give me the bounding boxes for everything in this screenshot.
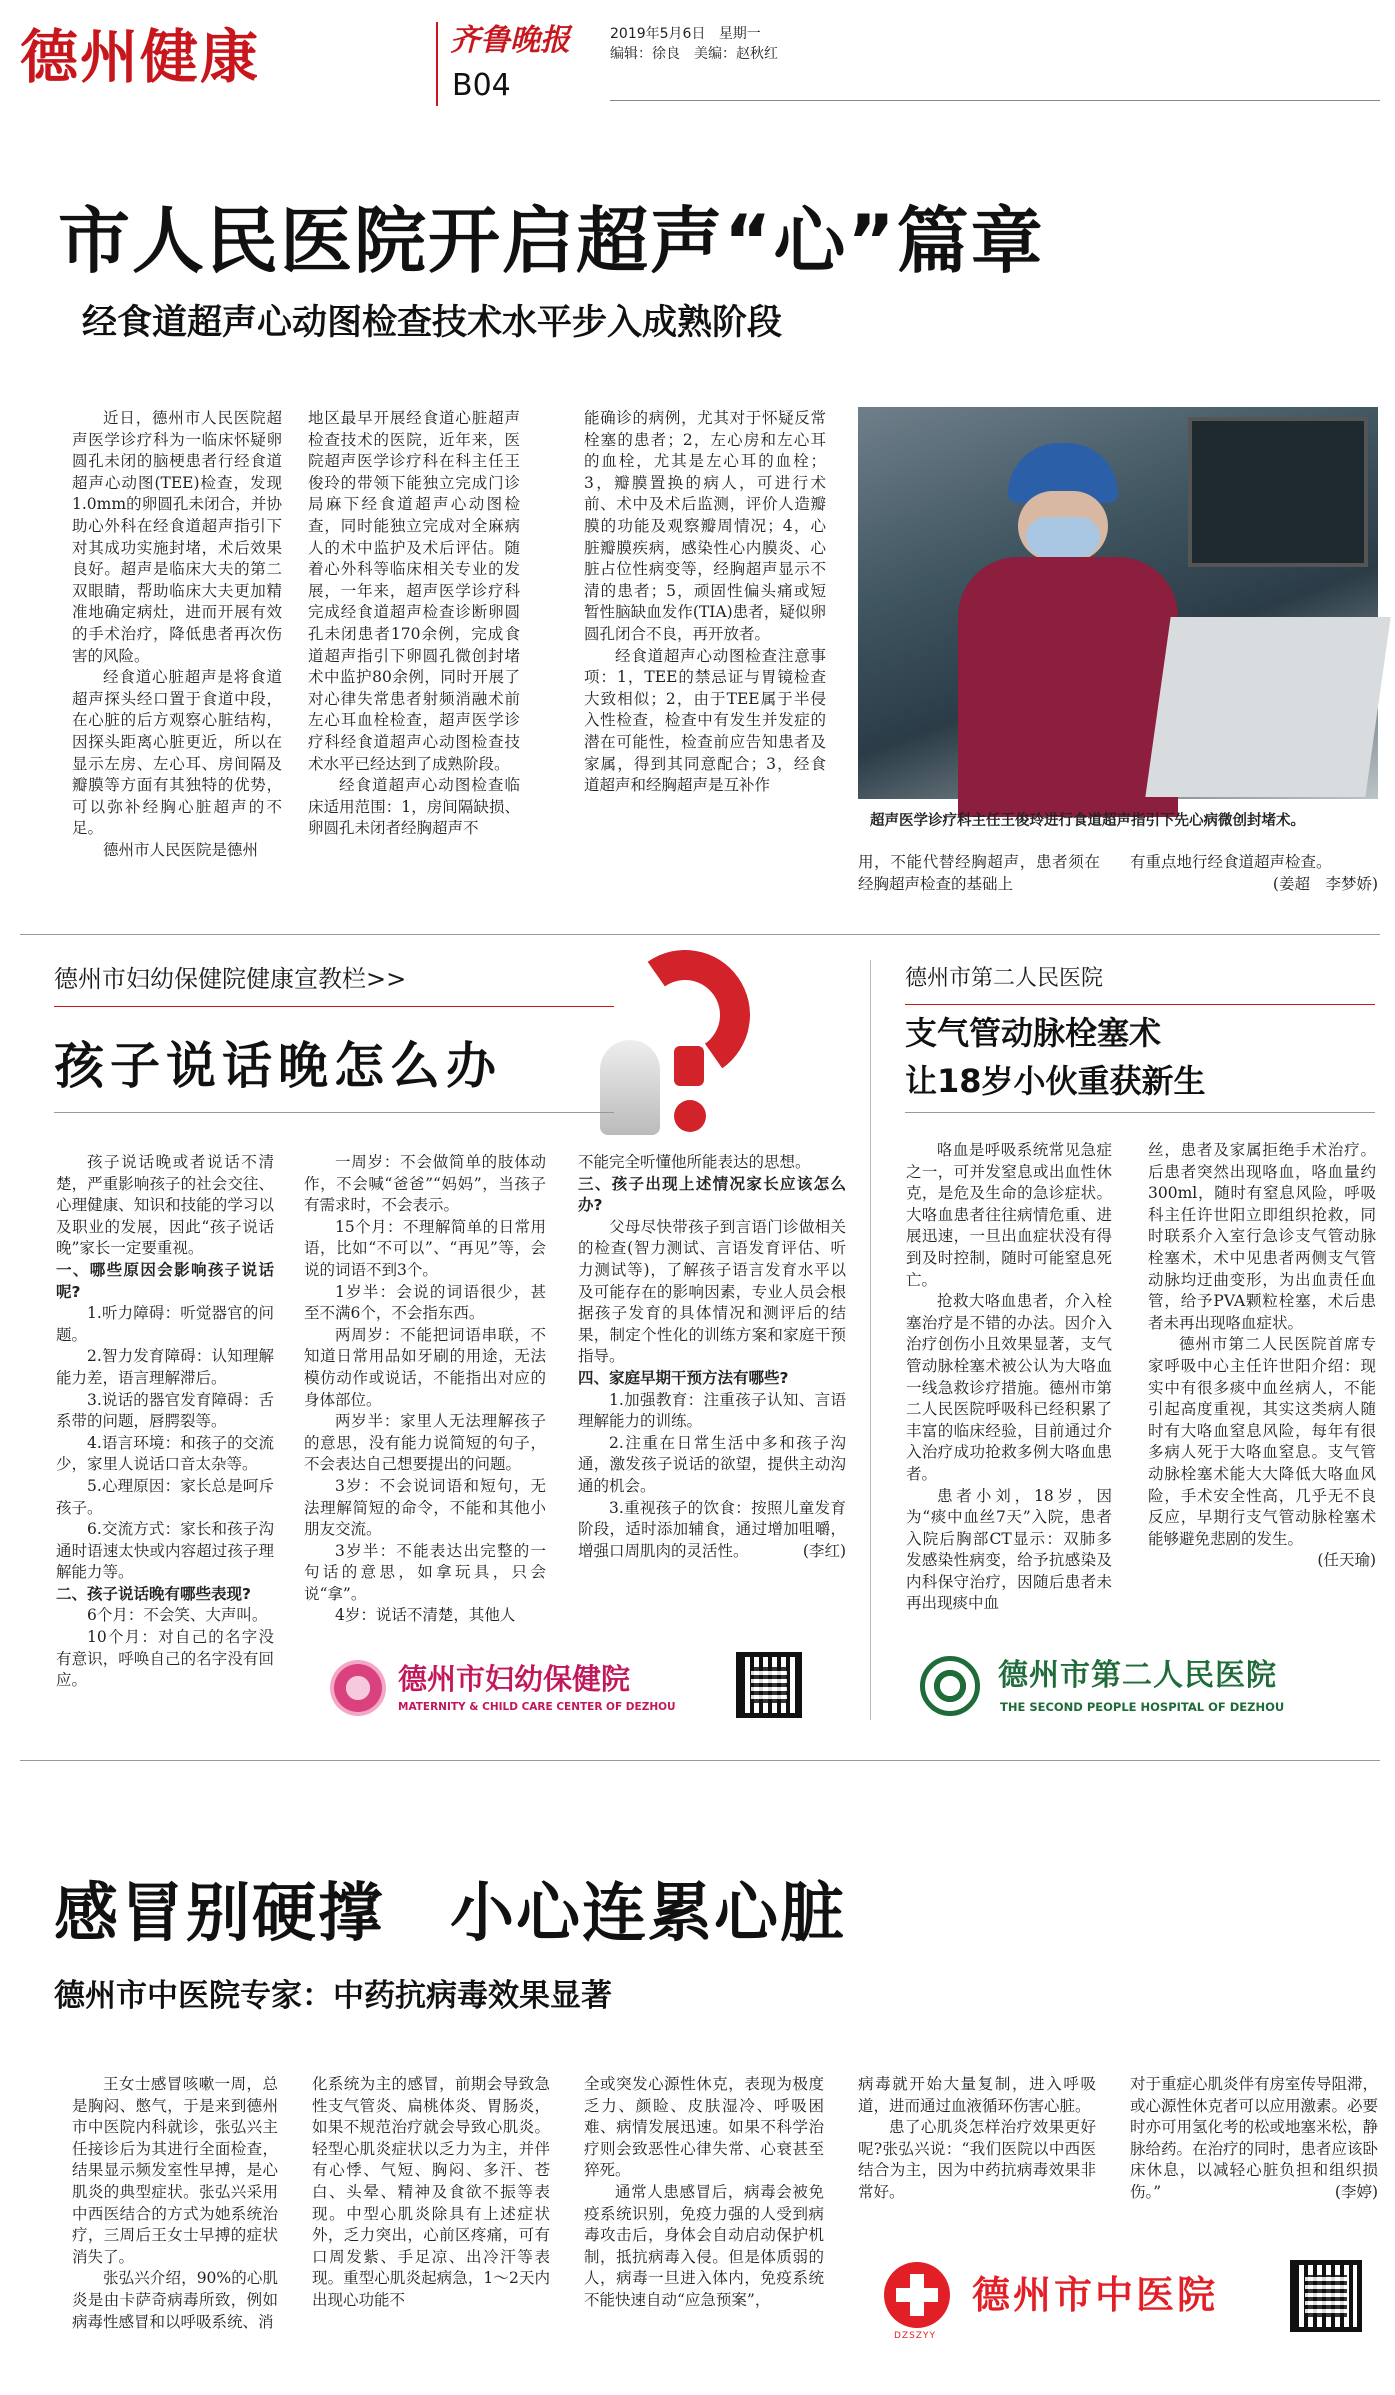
weekday-text: 星期一 (718, 26, 761, 42)
a4-c2-p0: 化系统为主的感冒，前期会导致急性支气管炎、扁桃体炎、胃肠炎，如果不规范治疗就会导致心肌炎。轻型心肌炎症状以乏力为主，并伴有心悸、气短、胸闷、多汗、苍白、头晕、精神及食欲不振等表现。中型心肌炎除具有上述症状外，乏力突出，心前区疼痛，可有口周发紫、手足凉、出冷汗等表现。重型心肌炎起病急，1～2天内出现心功能不 (312, 2075, 550, 2309)
a2-c2-p1: 15个月：不理解简单的日常用语，比如“不可以”、“再见”等，会说的词语不到3个。 (304, 1217, 546, 1279)
a1-c3-p2: 经食道超声心动图检查注意事项：1，TEE的禁忌证与胃镜检查大致相似；2，由于TEE属于半侵入性检查，检查中有发生并发症的潜在可能性，检查前应告知患者及家属，得到其同意配合；3，经食道超声和经胸超声是互补作 (584, 646, 826, 795)
a2-c3-p6 (578, 1498, 846, 1563)
section-title: 德州健康 (20, 23, 261, 91)
a2-c1-h1: 一、哪些原因会影响孩子说话呢? (56, 1260, 274, 1301)
a2-c1-p2: 1.听力障碍：听觉器官的问题。 (56, 1304, 274, 1344)
article1-col4b (1130, 852, 1378, 918)
a1-c3-p1: 能确诊的病例，尤其对于怀疑反常栓塞的患者；2，左心房和左心耳的血栓，尤其是左心耳的血栓；3，瓣膜置换的病人，可进行术前、术中及术后监测，评价人造瓣膜的功能及观察瓣周情况；4，心脏瓣膜疾病，感染性心内膜炎、心脏占位性病变等，经胸超声显示不清的患者；5，顽固性偏头痛或短暂性脑缺血发作(TIA)患者，疑似卵圆孔闭合不良，再开放者。 (584, 409, 826, 643)
a2-c1-p6: 5.心理原因：家长总是呵斥孩子。 (56, 1476, 274, 1517)
maternity-hospital-name: 德州市妇幼保健院 (398, 1662, 631, 1696)
a1-c4b-body: 有重点地行经食道超声检查。 (1130, 853, 1332, 871)
a2-c1-p0: 孩子说话晚或者说话不清楚，严重影响孩子的社会交往、心理健康、知识和技能的学习以及职业的发展，因此“孩子说话晚”家长一定要重视。 (56, 1153, 274, 1258)
a2-c3-p2: 父母尽快带孩子到言语门诊做相关的检查(智力测试、言语发育评估、听力测试等)，了解孩子语言发育水平以及可能存在的影响因素，专业人员会根据孩子发育的具体情况和测评后的结果，制定个性化的训练方案和家庭干预指导。 (578, 1217, 846, 1366)
article4-col5 (1130, 2074, 1378, 2224)
a4-c5-p0-text: 对于重症心肌炎伴有房室传导阻滞，或心源性休克者可以应用激素。必要时亦可用氢化考的松或地塞米松，静脉给药。在治疗的同时，患者应该卧床休息，以减轻心脏负担和组织损伤。” (1130, 2075, 1379, 2201)
article3-col1 (906, 1140, 1112, 1640)
article1-photo (858, 407, 1378, 799)
a4-c1-p0: 王女士感冒咳嗽一周，总是胸闷、憋气，于是来到德州市中医院内科就诊，张弘兴主任接诊后为其进行全面检查，结果显示频发室性早搏，是心肌炎的典型症状。张弘兴采用中西医结合的方式为她系统治疗，三周后王女士早搏的症状消失了。 (72, 2075, 278, 2266)
a2-c1-p9: 6个月：不会笑、大声叫。 (87, 1606, 268, 1625)
page-number: B04 (452, 68, 511, 103)
a2-c3-p4: 1.加强教育：注重孩子认知、言语理解能力的训练。 (578, 1390, 846, 1431)
second-hospital-name: 德州市第二人民医院 (998, 1658, 1277, 1693)
article1-col2 (308, 408, 520, 918)
a2-c2-p2: 1岁半：会说的词语很少，甚至不满6个，不会指东西。 (304, 1282, 546, 1323)
article2-headline: 孩子说话晚怎么办 (54, 1037, 502, 1095)
tcm-qr-code (1290, 2260, 1362, 2332)
a2-c3-p6-text: 3.重视孩子的饮食：按照儿童发育阶段，适时添加辅食，通过增加咀嚼，增强口周肌肉的灵活性。 (578, 1498, 846, 1560)
tcm-hospital-logo (884, 2262, 950, 2328)
article1-photo-caption: 超声医学诊疗科主任王俊玲进行食道超声指引下先心病微创封堵术。 (870, 813, 1305, 829)
article3-vertical-rule (870, 960, 871, 1720)
article2-col3 (578, 1152, 846, 1632)
a2-c1-p3: 2.智力发育障碍：认知理解能力差，语言理解滞后。 (56, 1347, 274, 1387)
article4-byline: (李婷) (1334, 2182, 1378, 2201)
issue-date (610, 24, 761, 44)
date-text: 2019年5月6日 (610, 26, 706, 42)
article1-col4a (858, 852, 1100, 918)
a1-c2-p2: 经食道超声心动图检查临床适用范围：1，房间隔缺损、卵圆孔未闭者经胸超声不 (308, 776, 520, 838)
article1-col1 (72, 408, 282, 918)
a3-c1-p0: 咯血是呼吸系统常见急症之一，可并发窒息或出血性休克，是危及生命的急诊症状。大咯血患者往往病情危重、进展迅速，一旦出血症状没有得到及时控制，随时可能窒息死亡。 (906, 1141, 1112, 1289)
photo-doctor-mask (1026, 517, 1100, 557)
photo-ultrasound-machine (1145, 617, 1390, 797)
a2-c2-p5: 3岁：不会说词语和短句，无法理解简短的命令，不能和其他小朋友交流。 (304, 1476, 546, 1539)
a3-c1-p2: 患者小刘，18岁，因为“痰中血丝7天”入院，患者入院后胸部CT显示：双肺多发感染性病变，给予抗感染及内科保守治疗，因随后患者未再出现痰中血 (906, 1486, 1112, 1613)
article3-byline: (任天瑜) (1317, 1551, 1376, 1570)
section-divider-2 (20, 1760, 1380, 1761)
article1-headline: 市人民医院开启超声“心”篇章 (58, 199, 1045, 283)
thinking-figure (600, 1040, 660, 1135)
masthead-divider (436, 22, 438, 106)
a2-c1-h2: 二、孩子说话晚有哪些表现? (56, 1584, 251, 1603)
article4-col1 (72, 2074, 278, 2384)
article4-subheadline: 德州市中医院专家：中药抗病毒效果显著 (54, 1978, 612, 2014)
article2-column-label: 德州市妇幼保健院健康宣教栏>> (54, 965, 407, 993)
second-hospital-name-en: THE SECOND PEOPLE HOSPITAL OF DEZHOU (1000, 1700, 1285, 1714)
a2-c1-p4: 3.说话的器官发育障碍：舌系带的问题，唇腭裂等。 (56, 1390, 274, 1431)
article3-label-rule (905, 1004, 1375, 1005)
a4-c3-p0: 全或突发心源性休克，表现为极度乏力、颜睑、皮肤湿冷、呼吸困难、病情发展迅速。如果不科学治疗则会致恶性心律失常、心衰甚至猝死。 (584, 2075, 824, 2180)
a4-c1-p1: 张弘兴介绍，90%的心肌炎是由卡萨奇病毒所致，例如病毒性感冒和以呼吸系统、消 (72, 2269, 278, 2331)
a1-c1-p3: 德州市人民医院是德州 (103, 840, 259, 859)
a2-c1-p10: 10个月：对自己的名字没有意识，呼唤自己的名字没有回应。 (56, 1628, 274, 1690)
a1-c4a-text: 用，不能代替经胸超声，患者须在经胸超声检查的基础上 (858, 853, 1100, 893)
tcm-logo-cross-h (896, 2288, 938, 2302)
article2-label-rule (54, 1006, 614, 1007)
a2-c1-p5: 4.语言环境：和孩子的交流少，家里人说话口音太杂等。 (56, 1433, 274, 1474)
tcm-hospital-name: 德州市中医院 (972, 2273, 1219, 2317)
a2-c3-p0: 不能完全听懂他所能表达的思想。 (578, 1153, 811, 1171)
a3-c2-p1-text: 德州市第二人民医院首席专家呼吸中心主任许世阳介绍：现实中有很多痰中血丝病人，不能引起高度重视，其实这类病人随时有大咯血窒息风险，每年有很多病人死于大咯血窒息。支气管动脉栓塞术能大大降低大咯血风险，手术安全性高，几乎无不良反应，早期行支气管动脉栓塞术能够避免悲剧的发生。 (1148, 1335, 1376, 1548)
a1-c4b-text (1130, 852, 1378, 893)
article2-title-rule (54, 1112, 614, 1113)
a2-c3-h3: 四、家庭早期干预方法有哪些? (578, 1368, 789, 1387)
a2-c2-p3: 两周岁：不能把词语串联，不知道日常用品如牙刷的用途，无法模仿动作或说话，不能指出对应的身体部位。 (304, 1325, 546, 1409)
section-divider-1 (20, 934, 1380, 935)
a2-c3-h1: 三、孩子出现上述情况家长应该怎么办? (578, 1174, 846, 1215)
a3-c1-p1: 抢救大咯血患者，介入栓塞治疗是不错的办法。因介入治疗创伤小且效果显著，支气管动脉栓塞术被公认为大咯血一线急救诊疗措施。德州市第二人民医院呼吸科已经积累了丰富的临床经验，目前通过介入治疗成功抢救多例大咯血患者。 (906, 1292, 1112, 1483)
a4-c4-p0: 病毒就开始大量复制，进入呼吸道，进而通过血液循环伤害心脏。 (858, 2075, 1096, 2115)
article4-col3 (584, 2074, 824, 2384)
article2-col1 (56, 1152, 274, 1690)
maternity-hospital-logo (330, 1660, 386, 1716)
a2-c2-p4: 两岁半：家里人无法理解孩子的意思，没有能力说简短的句子，不会表达自己想要提出的问题。 (304, 1412, 546, 1474)
paper-logo: 齐鲁晚报 (450, 23, 570, 58)
photo-doctor-body (958, 557, 1178, 817)
editors-credit: 编辑：徐良 美编：赵秋红 (610, 46, 778, 62)
a2-c1-p7: 6.交流方式：家长和孩子沟通时语速太快或内容超过孩子理解能力等。 (56, 1520, 274, 1582)
a3-c2-p0: 丝，患者及家属拒绝手术治疗。后患者突然出现咯血，咯血量约300ml，随时有窒息风险，呼吸科主任许世阳立即组织抢救，同时联系介入室行急诊支气管动脉栓塞术，术中见患者两侧支气管动脉均迂曲变形，为出血责任血管，给予PVA颗粒栓塞，术后患者未再出现咯血症状。 (1148, 1141, 1376, 1332)
article3-title-rule (905, 1112, 1375, 1113)
article3-col2 (1148, 1140, 1376, 1640)
a2-c2-p6: 3岁半：不能表达出完整的一句话的意思，如拿玩具，只会说“拿”。 (304, 1541, 546, 1603)
article2-byline: (李红) (802, 1541, 846, 1560)
article4-headline: 感冒别硬撑 小心连累心脏 (54, 1877, 846, 1951)
maternity-qr-code (736, 1652, 802, 1718)
a2-c3-p5: 2.注重在日常生活中多和孩子沟通，激发孩子说话的欲望，提供主动沟通的机会。 (578, 1433, 846, 1495)
article1-byline: (姜超 李梦娇) (1272, 874, 1378, 893)
masthead-rule (610, 100, 1380, 101)
a2-c2-p0: 一周岁：不会做简单的肢体动作，不会喊“爸爸”“妈妈”，当孩子有需求时，不会表示。 (304, 1153, 546, 1215)
article4-col2 (312, 2074, 550, 2384)
a4-c5-p0 (1130, 2074, 1378, 2204)
maternity-hospital-name-en: MATERNITY & CHILD CARE CENTER OF DEZHOU (398, 1701, 676, 1713)
article1-col3 (584, 408, 826, 918)
article2-col2 (304, 1152, 546, 1632)
photo-monitor-shape (1188, 417, 1368, 567)
article3-headline-1: 支气管动脉栓塞术 (905, 1014, 1162, 1052)
a1-c1-p2: 经食道心脏超声是将食道超声探头经口置于食道中段，在心脏的后方观察心脏结构，因探头距离心脏更近，所以在显示左房、左心耳、房间隔及瓣膜等方面有其独特的优势，可以弥补经胸心脏超声的不足。 (72, 668, 282, 838)
a4-c4-p1: 患了心肌炎怎样治疗效果更好呢?张弘兴说：“我们医院以中西医结合为主，因为中药抗病毒效果非常好。 (858, 2118, 1096, 2201)
question-mark-dot (674, 1100, 706, 1132)
article1-subheadline: 经食道超声心动图检查技术水平步入成熟阶段 (82, 303, 783, 343)
a1-c1-p1: 近日，德州市人民医院超声医学诊疗科为一临床怀疑卵圆孔未闭的脑梗患者行经食道超声心动图(TEE)检查，发现1.0mm的卵圆孔未闭合，并协助心外科在经食道超声指引下对其成功实施封堵，术后效果良好。超声是临床大夫的第二双眼睛，帮助临床大夫更加精准地确定病灶，进而开展有效的手术治疗，降低患者再次伤害的风险。 (72, 409, 282, 665)
tcm-logo-subtext: DZSZYY (894, 2331, 936, 2341)
article3-column-label: 德州市第二人民医院 (905, 966, 1104, 991)
a1-c2-p1: 地区最早开展经食道心脏超声检查技术的医院，近年来，医院超声医学诊疗科在科主任王俊玲的带领下能独立完成门诊局麻下经食道超声心动图检查，同时能独立完成对全麻病人的术中监护及术后评估。随着心外科等临床相关专业的发展，一年来，超声医学诊疗科完成经食道超声检查诊断卵圆孔未闭患者170余例，完成食道超声指引下卵圆孔微创封堵术中监护80余例，同时开展了对心律失常患者射频消融术前左心耳血栓检查，超声医学诊疗科经食道超声心动图检查技术水平已经达到了成熟阶段。 (308, 409, 520, 773)
article4-col4 (858, 2074, 1096, 2224)
question-mark-illustration (600, 950, 775, 1140)
second-hospital-logo (920, 1656, 980, 1716)
question-mark-stem (674, 1046, 704, 1086)
a2-c2-p7: 4岁：说话不清楚，其他人 (335, 1606, 516, 1625)
a3-c2-p1 (1148, 1334, 1376, 1570)
article3-headline-2: 让18岁小伙重获新生 (905, 1062, 1206, 1100)
a4-c3-p1: 通常人患感冒后，病毒会被免疫系统识别，免疫力强的人受到病毒攻击后，身体会自动启动保护机制，抵抗病毒入侵。但是体质弱的人，病毒一旦进入体内，免疫系统不能快速自动“应急预案”， (584, 2182, 824, 2309)
